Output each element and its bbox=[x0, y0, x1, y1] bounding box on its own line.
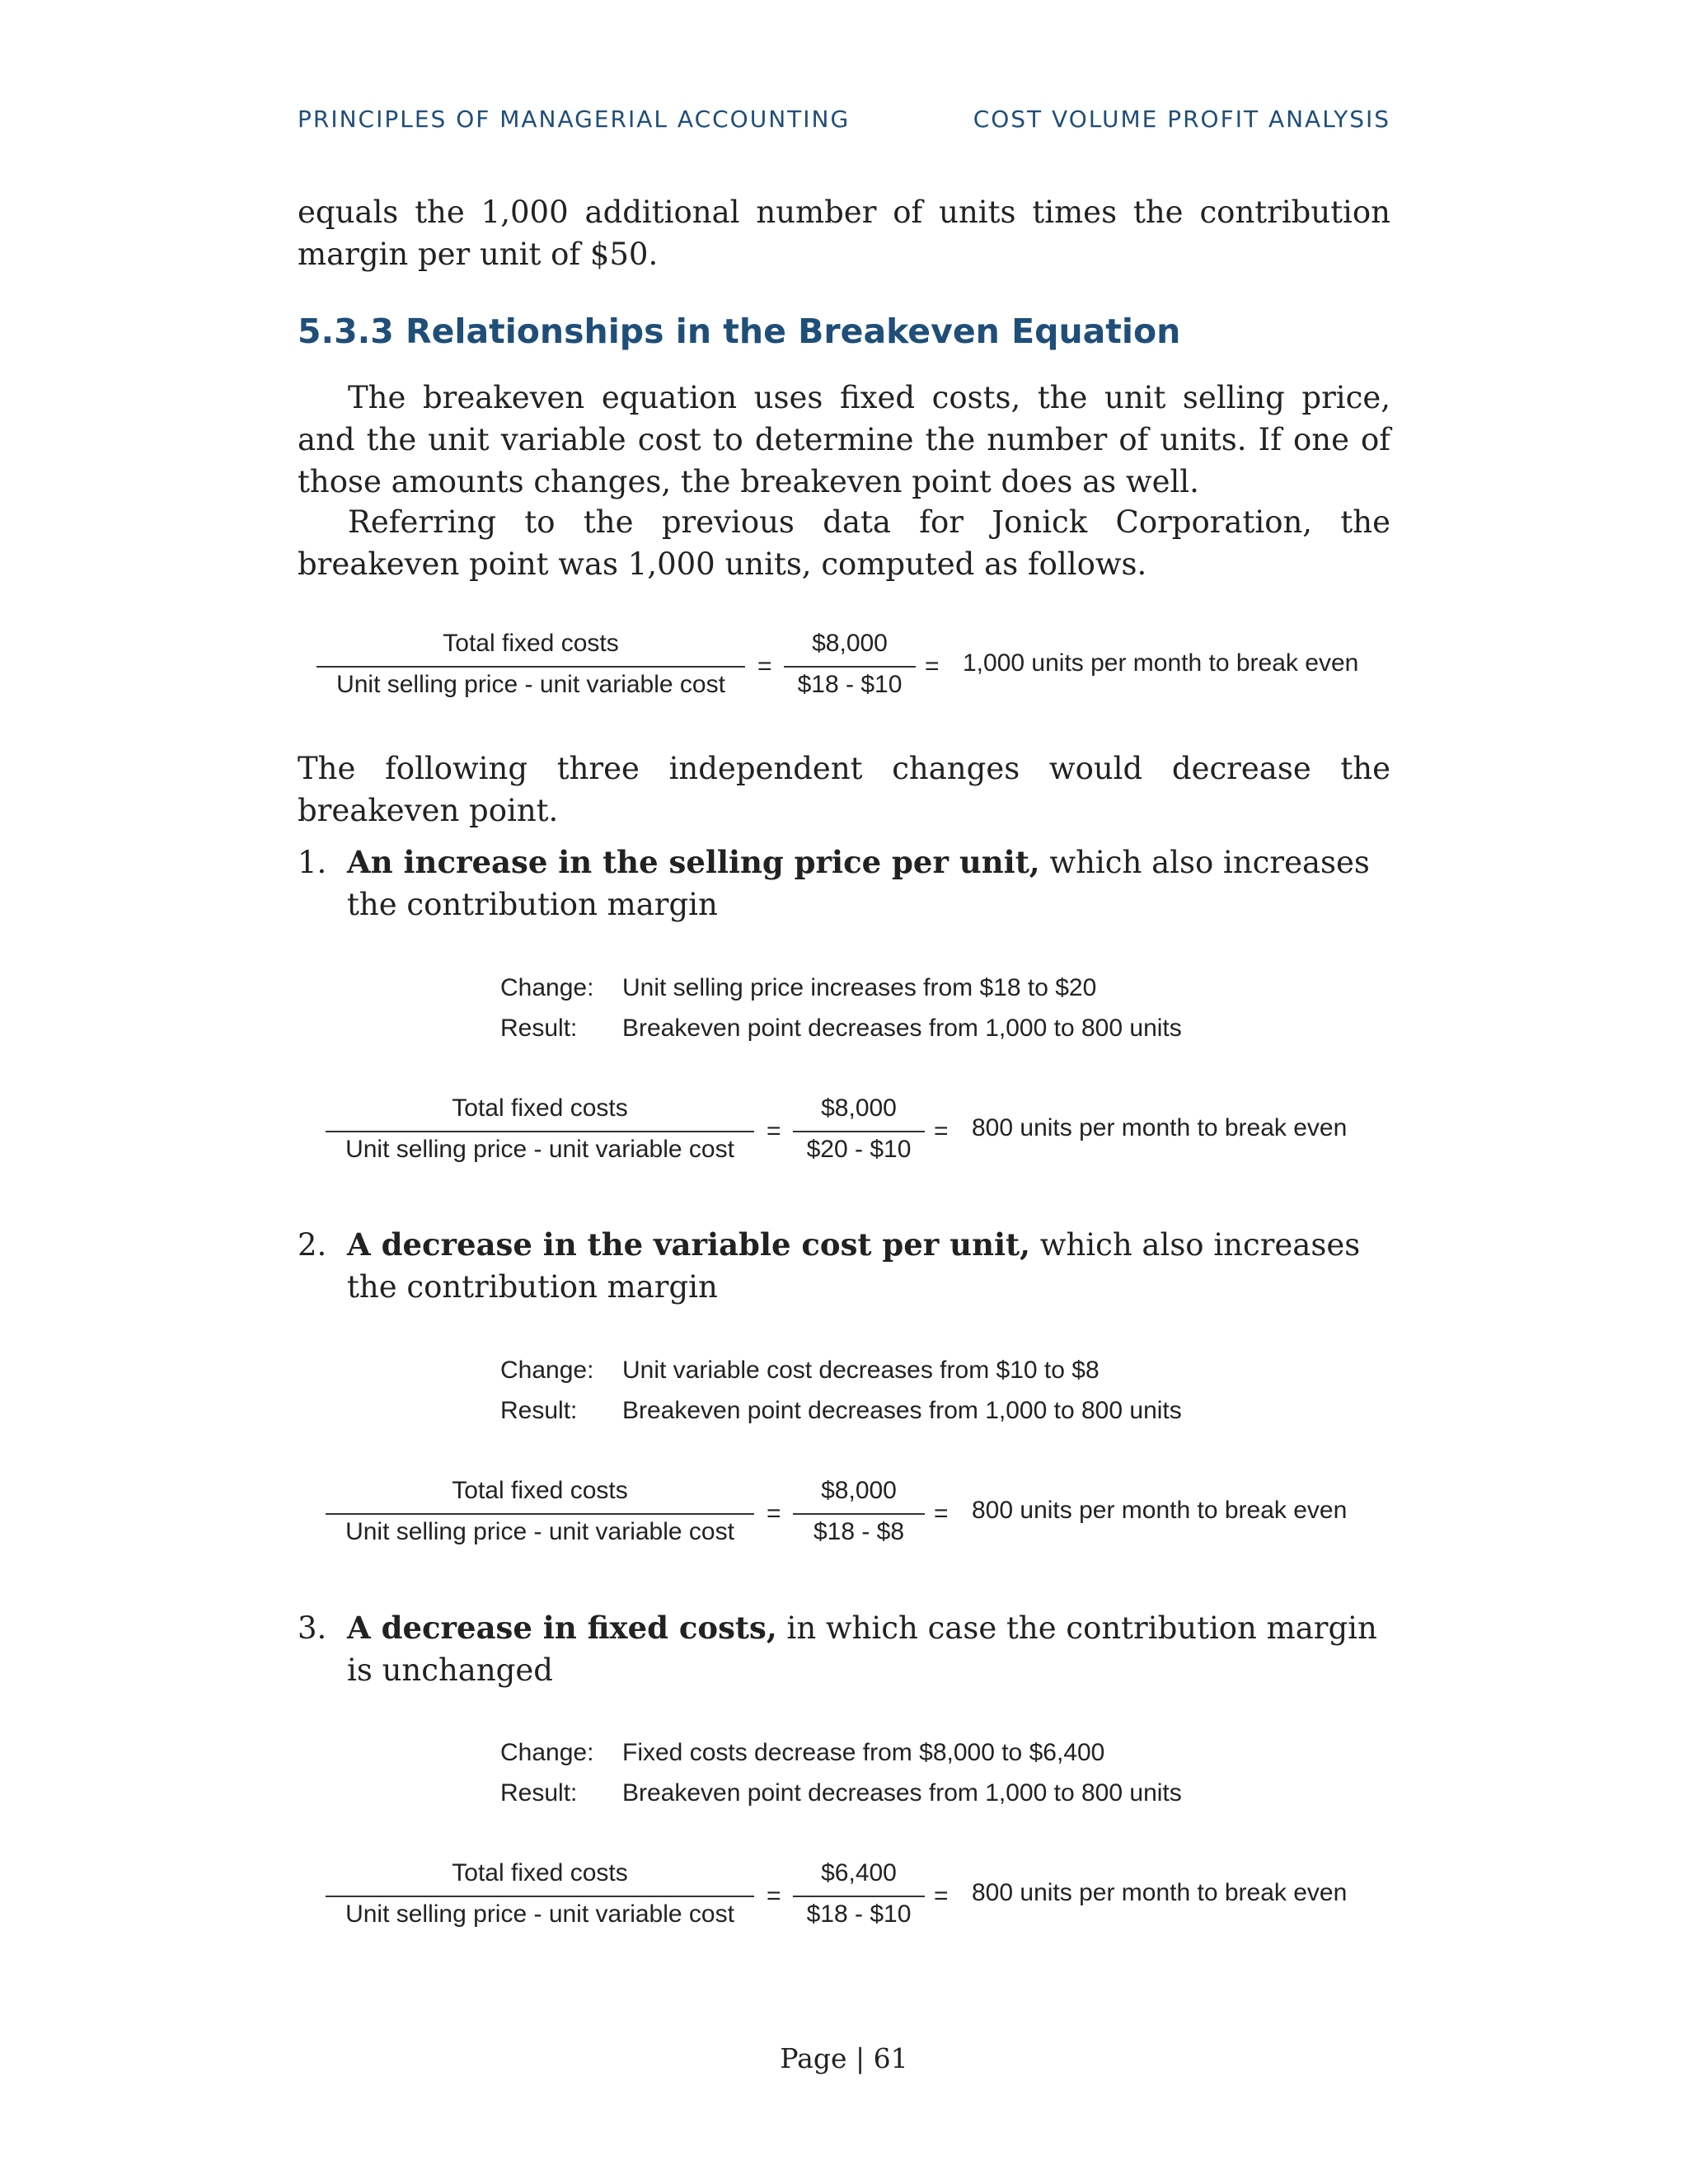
equals-sign: = bbox=[934, 1500, 949, 1527]
formula-numerator: Total fixed costs bbox=[443, 630, 619, 657]
formula-result: 800 units per month to break even bbox=[972, 1114, 1348, 1141]
transition-paragraph: The following three independent changes would decrease the breakeven point. bbox=[298, 751, 1390, 828]
equals-sign: = bbox=[767, 1118, 781, 1145]
result-text: Breakeven point decreases from 1,000 to 800 units bbox=[622, 1397, 1182, 1424]
formula-denominator: Unit selling price - unit variable cost bbox=[345, 1518, 734, 1545]
result-row bbox=[500, 1390, 1182, 1431]
change-label: Change: bbox=[500, 974, 594, 1001]
fraction-bar bbox=[784, 666, 916, 668]
page-number-footer: Page | 61 bbox=[780, 2042, 908, 2074]
formula-value-fraction bbox=[793, 1475, 925, 1554]
formula-denominator: Unit selling price - unit variable cost bbox=[345, 1900, 734, 1928]
item-number: 2. bbox=[298, 1227, 327, 1263]
running-header-right: COST VOLUME PROFIT ANALYSIS bbox=[973, 105, 1390, 133]
item-2-text bbox=[347, 1224, 1390, 1308]
change-text: Fixed costs decrease from $8,000 to $6,400 bbox=[622, 1739, 1105, 1766]
fraction-bar bbox=[326, 1131, 754, 1132]
value-denominator: $18 - $10 bbox=[806, 1900, 912, 1928]
item-3-rest: in which case the contribution margin is unchanged bbox=[347, 1610, 1377, 1688]
change-row bbox=[500, 1350, 1182, 1390]
formula-result: 800 units per month to break even bbox=[972, 1879, 1348, 1906]
change-label: Change: bbox=[500, 1357, 594, 1384]
formula-value-fraction bbox=[793, 1093, 925, 1172]
formula-value-fraction bbox=[793, 1858, 925, 1937]
formula-result: 1,000 units per month to break even bbox=[963, 649, 1359, 677]
result-row bbox=[500, 1008, 1182, 1048]
value-numerator: $8,000 bbox=[821, 1094, 897, 1122]
fraction-bar bbox=[793, 1896, 925, 1897]
value-denominator: $18 - $8 bbox=[813, 1518, 905, 1545]
result-label: Result: bbox=[500, 1779, 578, 1807]
formula-result: 800 units per month to break even bbox=[972, 1497, 1348, 1524]
result-label: Result: bbox=[500, 1397, 578, 1424]
item-2-rest: which also increases the contribution margin bbox=[347, 1227, 1361, 1305]
formula-numerator: Total fixed costs bbox=[452, 1094, 628, 1122]
breakeven-formula-2 bbox=[326, 1475, 1389, 1554]
value-numerator: $8,000 bbox=[821, 1477, 897, 1504]
fraction-bar bbox=[793, 1131, 925, 1132]
item-number: 3. bbox=[298, 1610, 327, 1646]
item-1-rest: which also increases the contribution margin bbox=[347, 845, 1370, 922]
equals-sign: = bbox=[757, 653, 772, 680]
result-text: Breakeven point decreases from 1,000 to 800 units bbox=[622, 1779, 1182, 1807]
breakeven-formula-1 bbox=[326, 1093, 1389, 1172]
item-1-change-result bbox=[500, 968, 1182, 1048]
formula-label-fraction bbox=[326, 1858, 754, 1937]
item-1-bold: An increase in the selling price per unit, bbox=[347, 844, 1040, 880]
formula-denominator: Unit selling price - unit variable cost bbox=[336, 671, 725, 698]
change-text: Unit variable cost decreases from $10 to $8 bbox=[622, 1357, 1100, 1384]
item-1-text bbox=[347, 841, 1390, 926]
formula-label-fraction bbox=[316, 628, 745, 707]
formula-label-fraction bbox=[326, 1475, 754, 1554]
change-label: Change: bbox=[500, 1739, 594, 1766]
formula-label-fraction bbox=[326, 1093, 754, 1172]
result-text: Breakeven point decreases from 1,000 to 800 units bbox=[622, 1015, 1182, 1042]
equals-sign: = bbox=[925, 653, 940, 680]
fraction-bar bbox=[316, 666, 745, 668]
item-3-text bbox=[347, 1607, 1390, 1691]
intro-paragraph: equals the 1,000 additional number of units times the contribution margin per unit of $50. bbox=[298, 194, 1390, 272]
running-header-left: PRINCIPLES OF MANAGERIAL ACCOUNTING bbox=[298, 105, 851, 133]
fraction-bar bbox=[326, 1896, 754, 1897]
formula-numerator: Total fixed costs bbox=[452, 1859, 628, 1886]
item-number: 1. bbox=[298, 845, 327, 880]
value-numerator: $8,000 bbox=[812, 630, 888, 657]
item-3-bold: A decrease in fixed costs, bbox=[347, 1610, 777, 1646]
paragraph-1: The breakeven equation uses fixed costs, the unit selling price, and the unit variable cost to determine the number of units. If one of those amounts changes, the breakeven point does as well. bbox=[298, 380, 1390, 499]
change-row bbox=[500, 968, 1182, 1008]
result-label: Result: bbox=[500, 1015, 578, 1042]
paragraph-2: Referring to the previous data for Jonick Corporation, the breakeven point was 1,000 units, computed as follows. bbox=[298, 504, 1390, 582]
item-3-change-result bbox=[500, 1732, 1182, 1813]
item-2-change-result bbox=[500, 1350, 1182, 1431]
formula-value-fraction bbox=[784, 628, 916, 707]
fraction-bar bbox=[793, 1513, 925, 1515]
formula-numerator: Total fixed costs bbox=[452, 1477, 628, 1504]
equals-sign: = bbox=[767, 1500, 781, 1527]
change-text: Unit selling price increases from $18 to $20 bbox=[622, 974, 1097, 1001]
equals-sign: = bbox=[934, 1882, 949, 1910]
value-denominator: $20 - $10 bbox=[806, 1136, 912, 1163]
change-row bbox=[500, 1732, 1182, 1773]
formula-denominator: Unit selling price - unit variable cost bbox=[345, 1136, 734, 1163]
item-2-bold: A decrease in the variable cost per unit, bbox=[347, 1226, 1031, 1263]
fraction-bar bbox=[326, 1513, 754, 1515]
breakeven-formula-3 bbox=[326, 1858, 1389, 1937]
value-denominator: $18 - $10 bbox=[797, 671, 903, 698]
value-numerator: $6,400 bbox=[821, 1859, 897, 1886]
equals-sign: = bbox=[767, 1882, 781, 1910]
breakeven-formula-base bbox=[316, 628, 1380, 707]
result-row bbox=[500, 1773, 1182, 1813]
equals-sign: = bbox=[934, 1118, 949, 1145]
section-heading: 5.3.3 Relationships in the Breakeven Equation bbox=[298, 312, 1181, 351]
